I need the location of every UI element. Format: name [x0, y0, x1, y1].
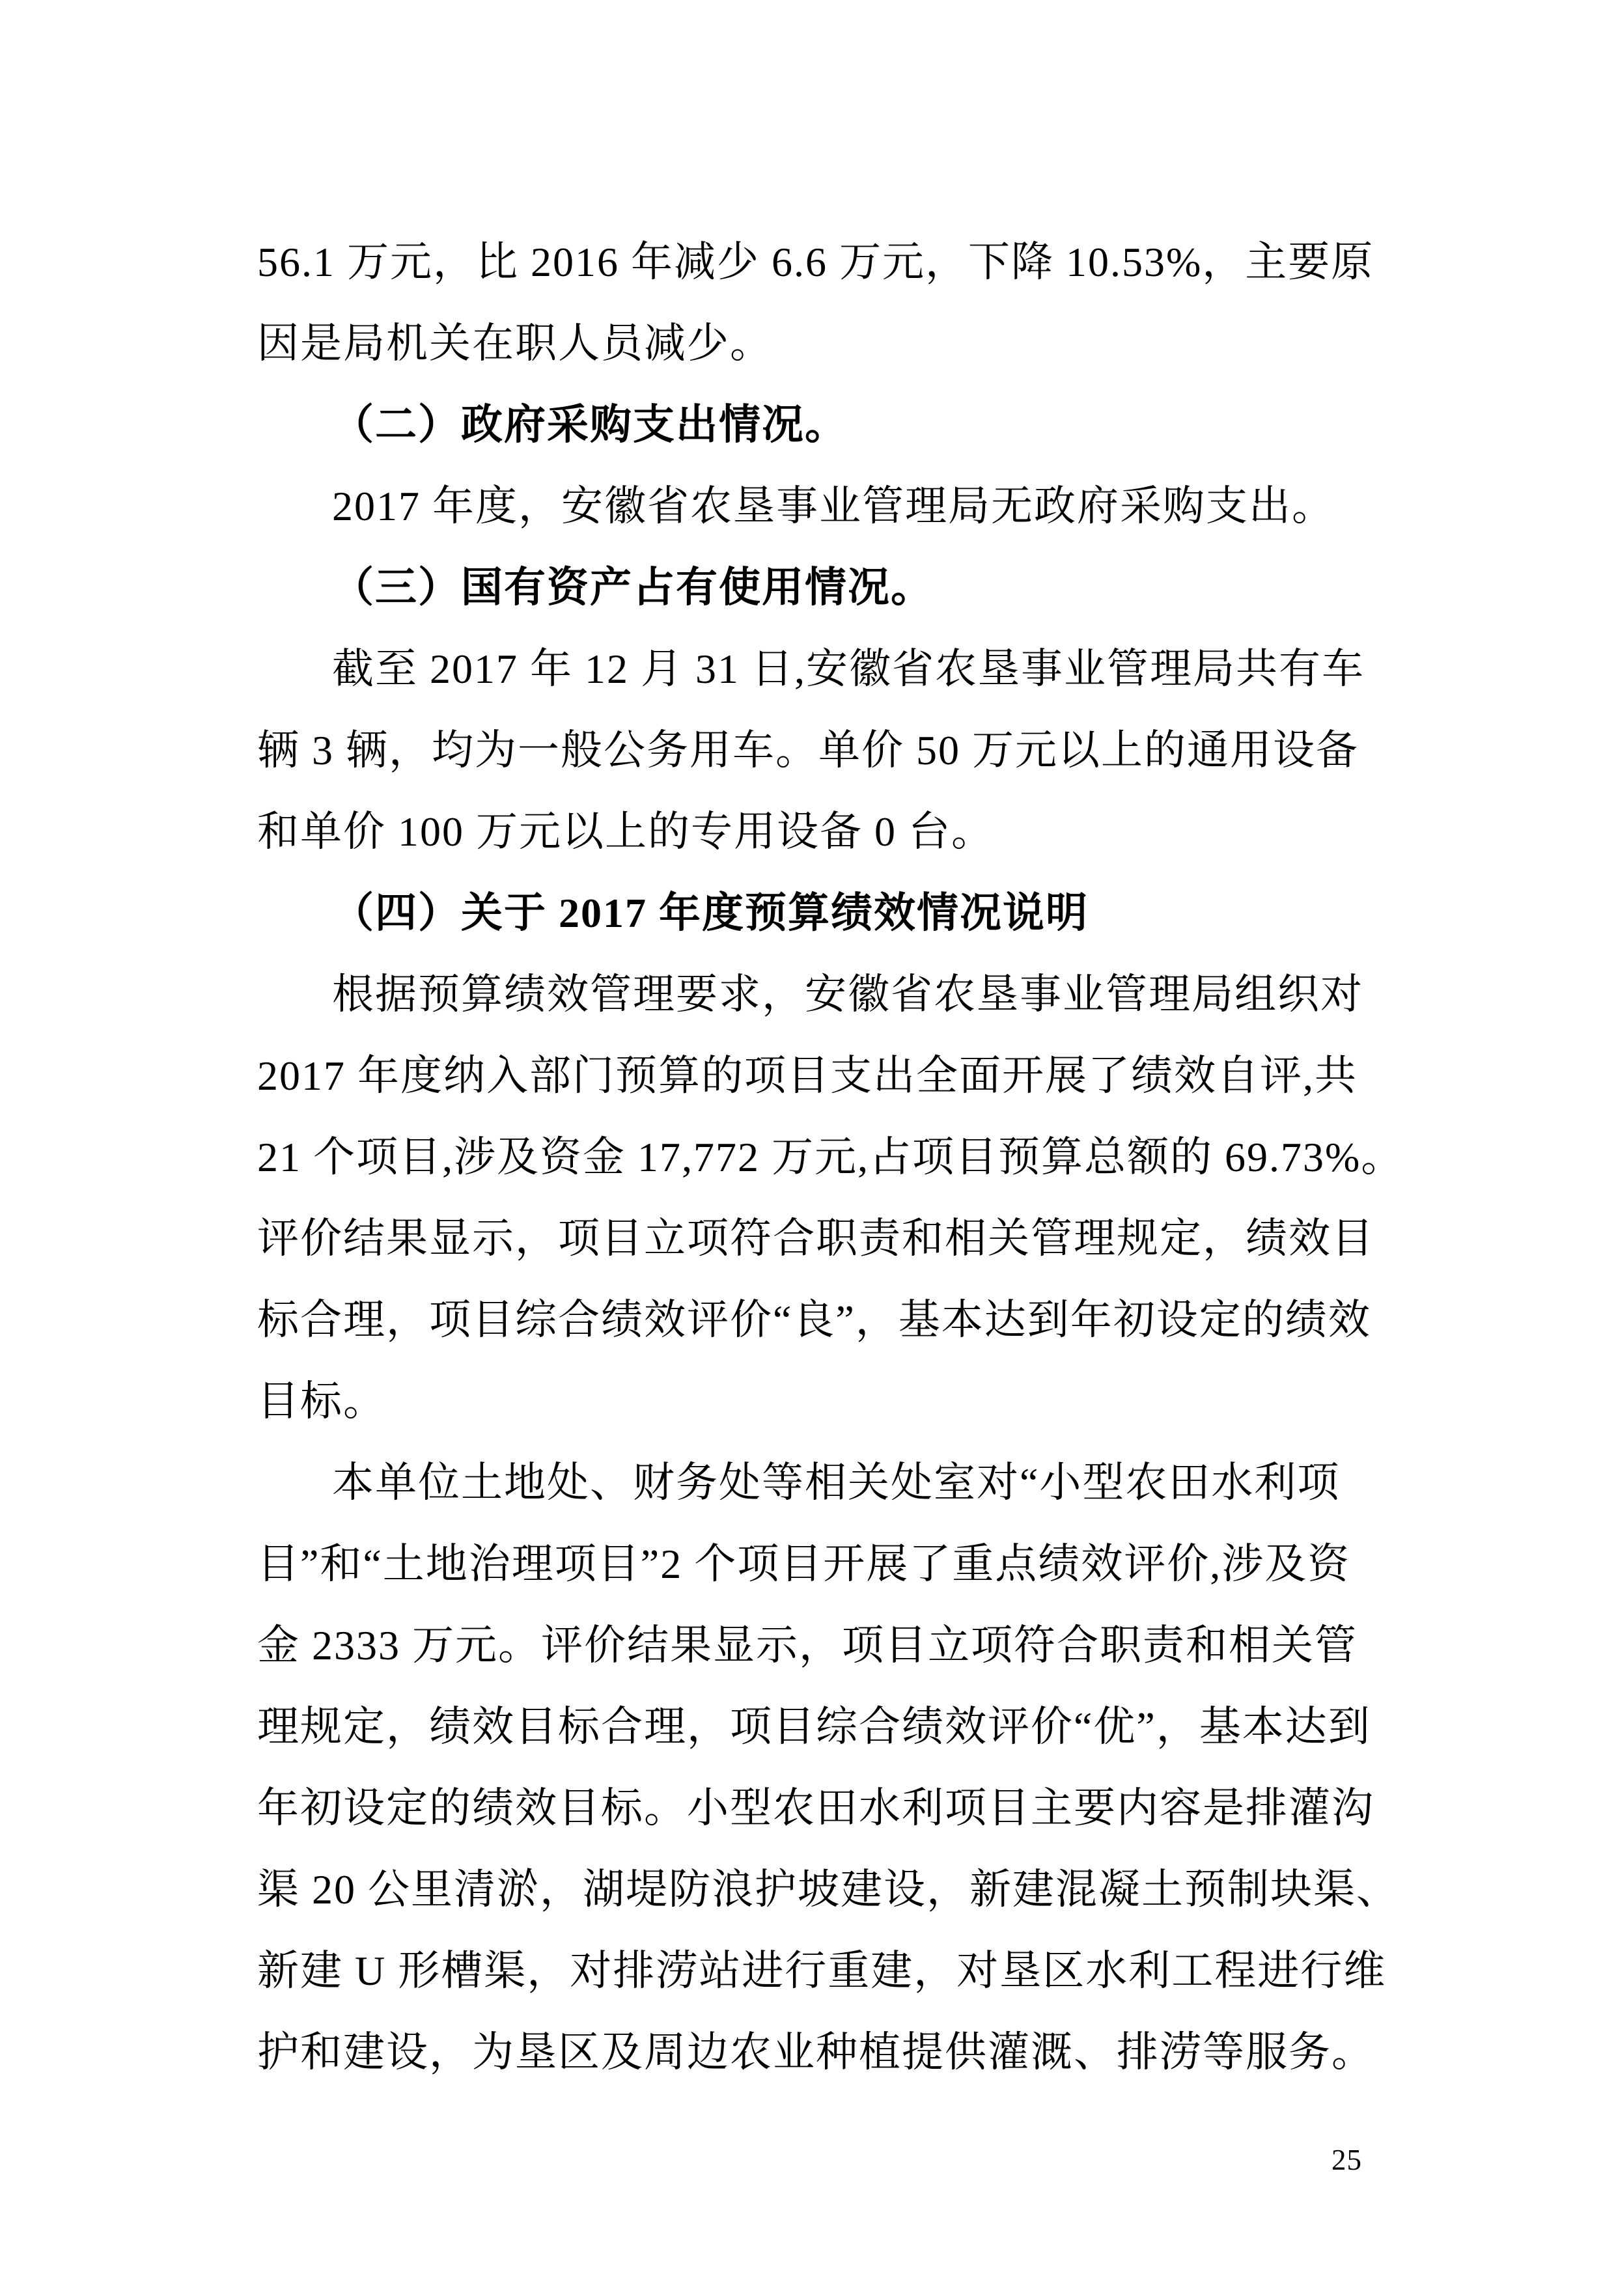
- text-line: 2017 年度纳入部门预算的项目支出全面开展了绩效自评,共: [257, 1053, 1358, 1099]
- text-line: 截至 2017 年 12 月 31 日,安徽省农垦事业管理局共有车: [332, 646, 1365, 692]
- document-lines: [257, 221, 1404, 2093]
- text-line: 根据预算绩效管理要求，安徽省农垦事业管理局组织对: [332, 971, 1363, 1017]
- section-heading: （二）政府采购支出情况。: [332, 402, 848, 448]
- text-line: 渠 20 公里清淤，湖堤防浪护坡建设，新建混凝土预制块渠、: [257, 1866, 1399, 1913]
- text-line: 金 2333 万元。评价结果显示，项目立项符合职责和相关管: [257, 1622, 1358, 1668]
- section-heading: （三）国有资产占有使用情况。: [332, 564, 934, 611]
- text-line: 年初设定的绩效目标。小型农田水利项目主要内容是排灌沟: [257, 1785, 1374, 1831]
- text-line: 目”和“土地治理项目”2 个项目开展了重点绩效评价,涉及资: [257, 1541, 1351, 1587]
- text-line: 和单价 100 万元以上的专用设备 0 台。: [257, 809, 994, 855]
- section-heading: （四）关于 2017 年度预算绩效情况说明: [332, 890, 1089, 936]
- page-number: 25: [1331, 2144, 1362, 2176]
- text-line: 护和建设，为垦区及周边农业种植提供灌溉、排涝等服务。: [257, 2029, 1374, 2075]
- text-line: 56.1 万元，比 2016 年减少 6.6 万元，下降 10.53%，主要原: [257, 239, 1374, 285]
- text-line: 评价结果显示，项目立项符合职责和相关管理规定，绩效目: [257, 1215, 1374, 1262]
- text-line: 新建 U 形槽渠，对排涝站进行重建，对垦区水利工程进行维: [257, 1948, 1387, 1994]
- text-line: 标合理，项目综合绩效评价“良”，基本达到年初设定的绩效: [257, 1297, 1371, 1343]
- text-line: 本单位土地处、财务处等相关处室对“小型农田水利项: [332, 1459, 1341, 1506]
- text-line: 理规定，绩效目标合理，项目综合绩效评价“优”，基本达到: [257, 1704, 1371, 1750]
- text-line: 因是局机关在职人员减少。: [257, 320, 773, 367]
- text-line: 辆 3 辆，均为一般公务用车。单价 50 万元以上的通用设备: [257, 727, 1359, 773]
- text-line: 目标。: [257, 1378, 386, 1424]
- text-line: 2017 年度，安徽省农垦事业管理局无政府采购支出。: [332, 483, 1335, 529]
- text-line: 21 个项目,涉及资金 17,772 万元,占项目预算总额的 69.73%。: [257, 1134, 1404, 1180]
